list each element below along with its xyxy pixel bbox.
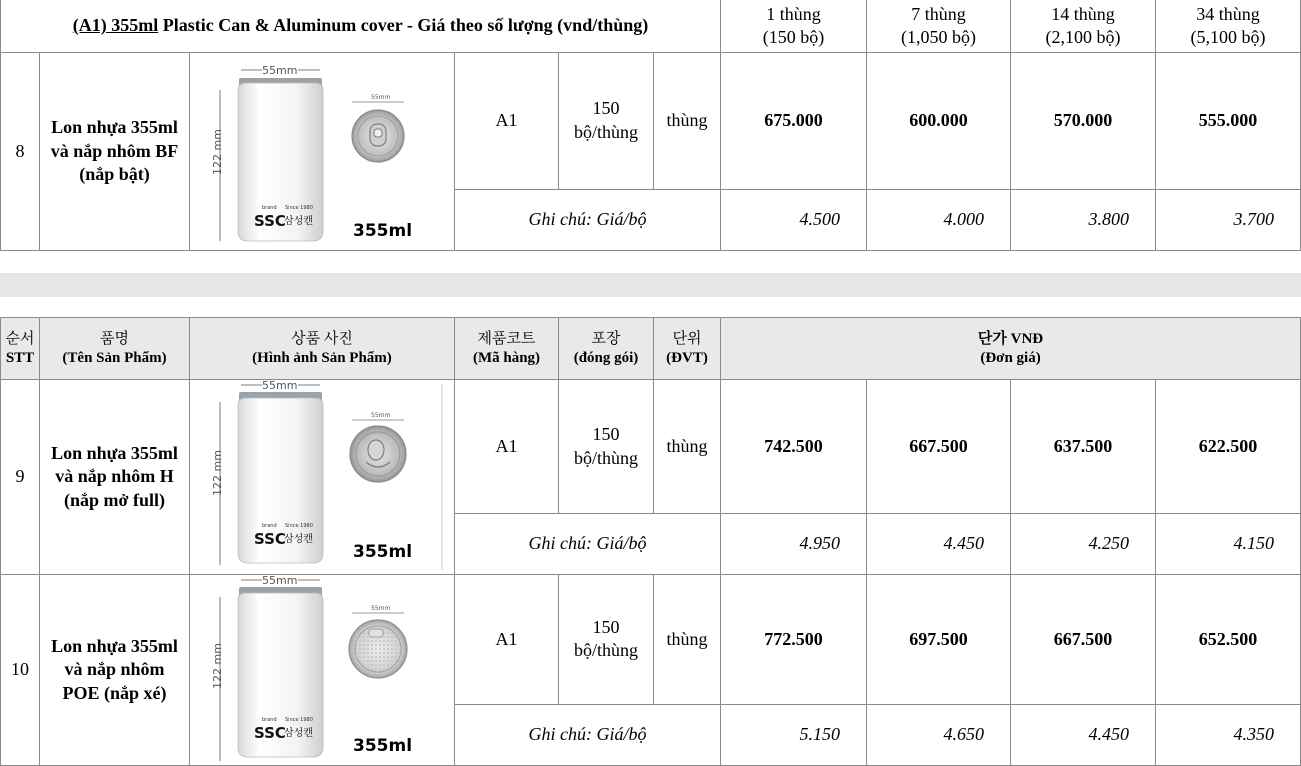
- product-name: Lon nhựa 355ml và nắp nhôm H (nắp mở full): [40, 380, 190, 575]
- packing: 150 bộ/thùng: [559, 380, 654, 514]
- svg-text:brand: brand: [262, 205, 277, 211]
- section-gap: [0, 273, 1301, 297]
- svg-text:Since 1980: Since 1980: [285, 717, 313, 723]
- product-code: A1: [455, 380, 559, 514]
- unit-price-2: 4.450: [867, 514, 1011, 575]
- can-image-p9: [190, 380, 455, 574]
- product-photo: [190, 380, 455, 575]
- svg-text:삼성캔: 삼성캔: [284, 534, 313, 545]
- packing: 150 bộ/thùng: [559, 53, 654, 190]
- packing: 150 bộ/thùng: [559, 575, 654, 705]
- product-code: A1: [455, 53, 559, 190]
- stt-cell: 8: [1, 53, 40, 251]
- price-tier-1: 742.500: [721, 380, 867, 514]
- header-name: 품명 (Tên Sản Phẩm): [40, 318, 190, 380]
- price-tier-2: 697.500: [867, 575, 1011, 705]
- header-stt: 순서 STT: [1, 318, 40, 380]
- svg-text:355ml: 355ml: [353, 736, 413, 756]
- svg-text:122 mm: 122 mm: [211, 643, 224, 689]
- price-tier-2: 600.000: [867, 53, 1011, 190]
- svg-text:SSC: SSC: [254, 530, 286, 548]
- header-price: 단가 VNĐ (Đơn giá): [721, 318, 1301, 380]
- svg-text:brand: brand: [262, 717, 277, 723]
- tier-2: 7 thùng (1,050 bộ): [867, 0, 1011, 53]
- product-photo: [190, 53, 455, 251]
- price-tier-4: 622.500: [1156, 380, 1301, 514]
- stt-cell: 9: [1, 380, 40, 575]
- table-row: [1, 53, 1301, 190]
- unit: thùng: [654, 380, 721, 514]
- svg-text:355ml: 355ml: [353, 542, 413, 562]
- price-tier-1: 675.000: [721, 53, 867, 190]
- header-unit: 단위 (ĐVT): [654, 318, 721, 380]
- product-photo: [190, 575, 455, 766]
- svg-text:55mm: 55mm: [371, 94, 391, 101]
- unit-price-3: 4.250: [1011, 514, 1156, 575]
- product-code: A1: [455, 575, 559, 705]
- header-pack: 포장 (đóng gói): [559, 318, 654, 380]
- note-label: Ghi chú: Giá/bộ: [455, 514, 721, 575]
- quantity-header-row: [1, 0, 1301, 53]
- svg-text:122 mm: 122 mm: [211, 129, 224, 175]
- price-table-top: [0, 0, 1301, 251]
- table-row: [1, 380, 1301, 514]
- svg-text:SSC: SSC: [254, 724, 286, 742]
- svg-text:122 mm: 122 mm: [211, 450, 224, 496]
- product-name: Lon nhựa 355ml và nắp nhôm POE (nắp xé): [40, 575, 190, 766]
- column-header-row: [1, 318, 1301, 380]
- unit-price-4: 4.150: [1156, 514, 1301, 575]
- price-tier-1: 772.500: [721, 575, 867, 705]
- unit: thùng: [654, 575, 721, 705]
- table-title-code: (A1) 355ml: [72, 15, 159, 36]
- price-tier-2: 667.500: [867, 380, 1011, 514]
- unit-price-3: 4.450: [1011, 704, 1156, 765]
- svg-text:SSC: SSC: [254, 212, 286, 230]
- note-label: Ghi chú: Giá/bộ: [455, 189, 721, 250]
- header-photo: 상품 사진 (Hình ảnh Sản Phẩm): [190, 318, 455, 380]
- unit-price-4: 4.350: [1156, 704, 1301, 765]
- can-image-p8: [190, 53, 455, 250]
- svg-text:삼성캔: 삼성캔: [284, 728, 313, 739]
- tier-1: 1 thùng (150 bộ): [721, 0, 867, 53]
- svg-text:Since 1980: Since 1980: [285, 523, 313, 529]
- unit-price-2: 4.650: [867, 704, 1011, 765]
- price-tier-4: 555.000: [1156, 53, 1301, 190]
- svg-text:55mm: 55mm: [262, 575, 298, 587]
- svg-text:brand: brand: [262, 523, 277, 529]
- price-tier-3: 667.500: [1011, 575, 1156, 705]
- svg-text:55mm: 55mm: [262, 64, 298, 77]
- table-title: [1, 0, 721, 53]
- table-title-text: Plastic Can & Aluminum cover - Giá theo số lượng (vnd/thùng): [158, 15, 649, 36]
- svg-text:55mm: 55mm: [371, 412, 391, 419]
- stt-cell: 10: [1, 575, 40, 766]
- unit-price-1: 4.500: [721, 189, 867, 250]
- svg-text:355ml: 355ml: [353, 221, 413, 241]
- unit-price-4: 3.700: [1156, 189, 1301, 250]
- tier-3: 14 thùng (2,100 bộ): [1011, 0, 1156, 53]
- can-image-p10: [190, 575, 455, 765]
- svg-text:Since 1980: Since 1980: [285, 205, 313, 211]
- unit-price-1: 5.150: [721, 704, 867, 765]
- svg-text:55mm: 55mm: [371, 605, 391, 612]
- note-label: Ghi chú: Giá/bộ: [455, 704, 721, 765]
- price-table-bottom: [0, 317, 1301, 766]
- unit-price-1: 4.950: [721, 514, 867, 575]
- tier-4: 34 thùng (5,100 bộ): [1156, 0, 1301, 53]
- product-name: Lon nhựa 355ml và nắp nhôm BF (nắp bật): [40, 53, 190, 251]
- unit-price-2: 4.000: [867, 189, 1011, 250]
- table-row: [1, 575, 1301, 705]
- svg-text:삼성캔: 삼성캔: [284, 216, 313, 227]
- svg-text:55mm: 55mm: [262, 380, 298, 392]
- unit-price-3: 3.800: [1011, 189, 1156, 250]
- price-tier-3: 637.500: [1011, 380, 1156, 514]
- unit: thùng: [654, 53, 721, 190]
- header-code: 제품코트 (Mã hàng): [455, 318, 559, 380]
- price-tier-4: 652.500: [1156, 575, 1301, 705]
- price-tier-3: 570.000: [1011, 53, 1156, 190]
